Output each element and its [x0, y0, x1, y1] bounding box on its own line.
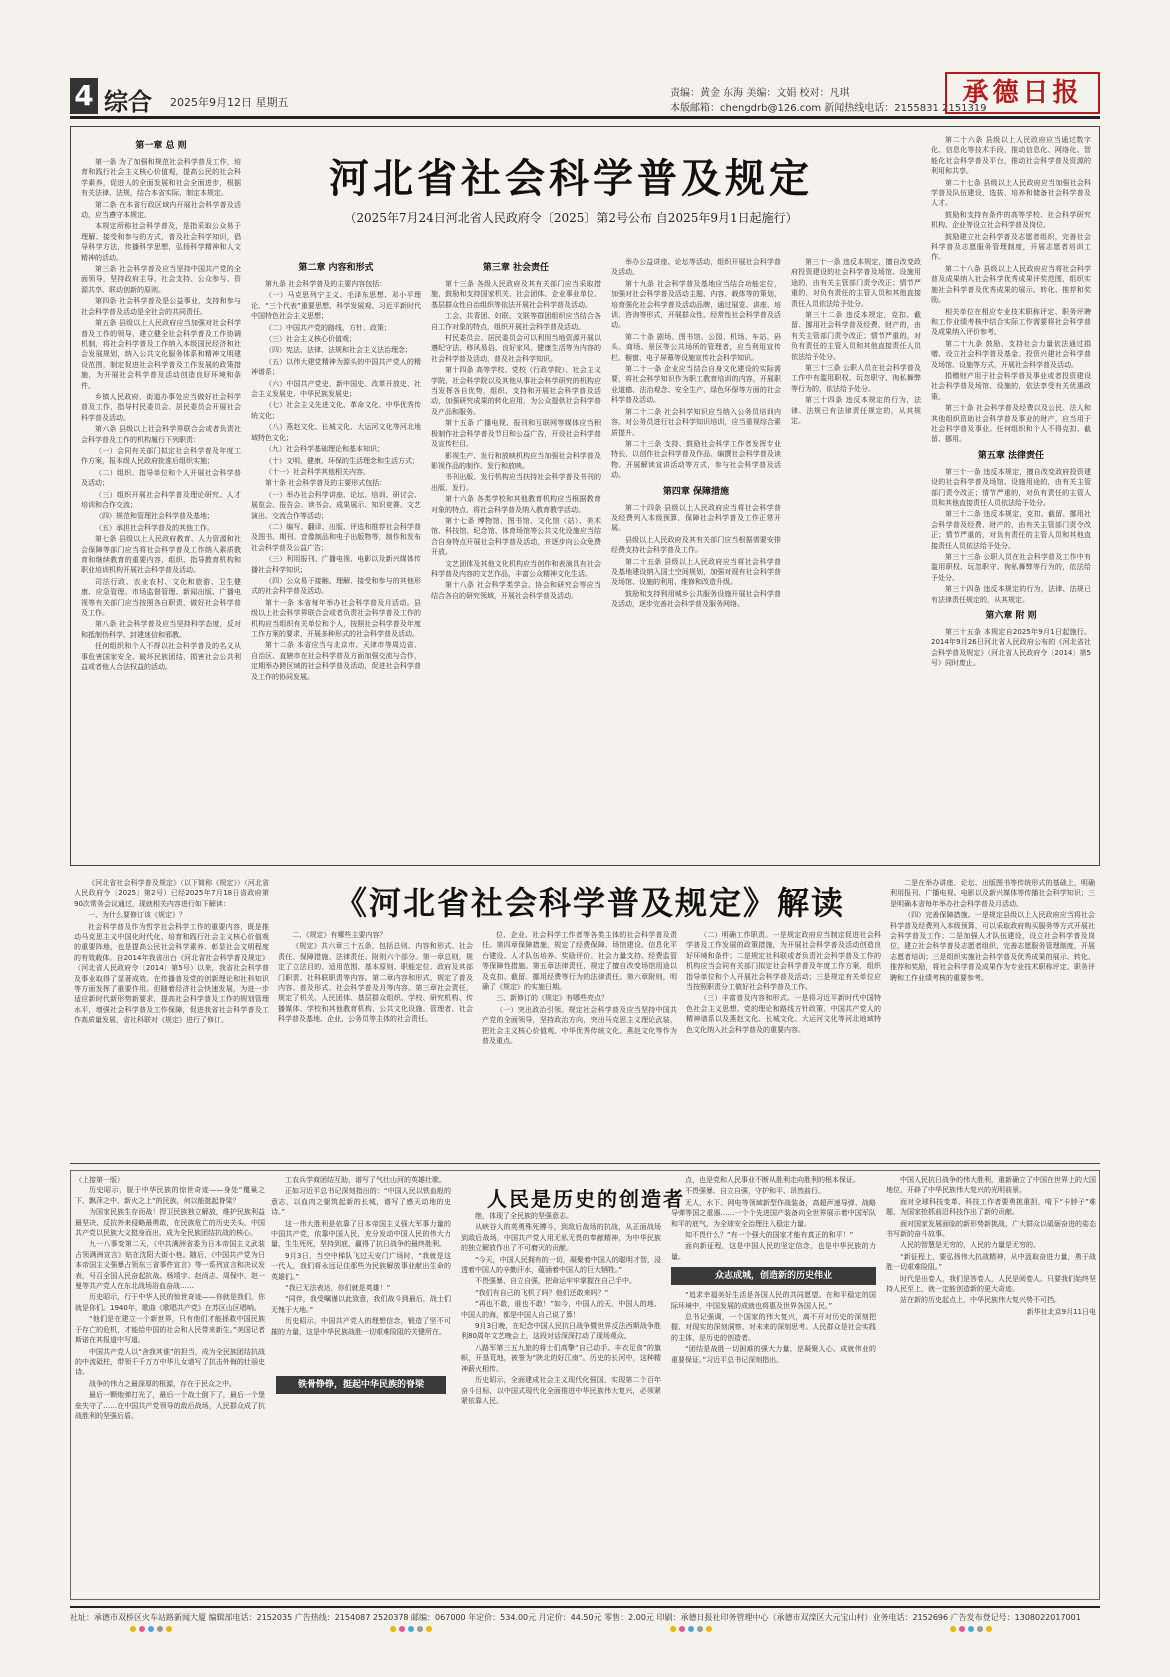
paragraph: 第三十一条 违反本规定，擅自改变政府投资建设的社会科学普及场馆、设施用途的，由有关主管部门责令改正；情节严重的，对负有责任的主管人员和其他直接责任人员依法给予处分。: [931, 467, 1091, 507]
paragraph: 司法行政、农业农村、文化和旅游、卫生健康、应急管理、市场监督管理、新闻出版、广播电视等有关部门应当按照各自职责，做好社会科学普及工作。: [81, 577, 241, 618]
column-text: [686, 930, 881, 1035]
paragraph: （三）丰富普及内容和形式。一是将习近平新时代中国特色社会主义思想、党的理论和路线方针政策、中国共产党人的精神谱系以及燕赵文化、长城文化、大运河文化等河北地域特色文化纳入社会科学普及的重要内容。: [686, 994, 881, 1034]
paragraph: （一）突出政治引领。规定社会科学普及应当坚持中国共产党的全面领导，坚持政治方向，突出马克思主义理论武装，把社会主义核心价值观、中华优秀传统文化、燕赵文化等作为普及重点。: [482, 1005, 677, 1046]
commentary-column-3: [461, 1211, 661, 1595]
paragraph: “今天，中国人民拥有的一切，凝聚着中国人的聪明才智，浸透着中国人的辛勤汗水，蕴涵着中国人的巨大牺牲。”: [461, 1255, 661, 1275]
paragraph: 面对全球科技变革、科技工作者要勇挑重担，啃下“卡脖子”难题，为国家抢抓前沿科技作出了新的贡献。: [886, 1197, 1096, 1217]
paragraph: 《规定》共六章三十五条，包括总则、内容和形式、社会责任、保障措施、法律责任、附则六个部分。第一章总则，规定了立法目的、适用范围、基本原则、职能定位、政府及其部门职责、社科联职责等内容。第二章内容和形式，规定了普及内容、普及形式、社会科学普及月等内容。第三章社会责任，规定了机关、人民团体、基层群众组织、学校、研究机构、传播媒体、学校和其他教育机构、公共文化设施、管理者、社会科学普及基地、企业、公务员等主体的社会责任。: [278, 942, 473, 1024]
newspaper-masthead-logo: 承德日报: [945, 72, 1100, 114]
paragraph: 人民的智慧是无穷的，人民的力量是无穷的。: [900, 1241, 1040, 1250]
paragraph: （二）中国共产党的路线、方针、政策；: [265, 323, 391, 332]
paragraph: 捐赠财产用于社会科学普及事业或者投资建设社会科学普及场馆、设施的，依法享受有关优惠政策。: [931, 371, 1091, 401]
subheading-bar: 众志成城，创造新的历史伟业: [671, 1267, 876, 1285]
paragraph: 第十三条 各级人民政府及其有关部门应当采取措施，鼓励和支持国家机关、社会团体、企业事业单位、基层群众性自治组织等依法开展社会科学普及活动。: [431, 280, 601, 309]
paragraph: 第二十五条 县级以上人民政府应当将社会科学普及基地建设纳入国土空间规划，加强对现有社会科学普及场馆、设施的利用、维修和改造升级。: [611, 557, 781, 587]
column-text: [81, 157, 241, 673]
paragraph: 第四条 社会科学普及是公益事业，支持和参与社会科学普及活动是全社会的共同责任。: [81, 297, 241, 316]
commentary-column-5: [886, 1175, 1096, 1595]
interpretation-title: 《河北省社会科学普及规定》解读: [334, 884, 845, 922]
commentary-title: 人民是历史的创造者: [487, 1187, 685, 1211]
paragraph: （六）中国共产党史、新中国史、改革开放史、社会主义发展史、中华民族发展史；: [251, 379, 421, 399]
column-text: [75, 1185, 265, 1421]
paragraph: （十）文明、健康、环保的生活理念和生活方式；: [265, 456, 419, 465]
paragraph: 第二十条 剧场、图书馆、公园、机场、车站、码头、商场、景区等公共场所的管理者，应当利用宣传栏、橱窗、电子屏幕等设施宣传社会科学知识。: [611, 332, 781, 362]
registration-dots: [390, 1626, 432, 1632]
column-text: [278, 930, 473, 1025]
column-text: [886, 1175, 1096, 1306]
paragraph: （二）组织、指导单位和个人开展社会科学普及活动；: [81, 468, 241, 488]
interpretation-article: [70, 874, 1100, 1164]
paragraph: 第二十三条 支持、鼓励社会科学工作者发挥专业特长，以创作社会科学普及作品、编撰社会科学普及读物、开展解读宣讲活动等方式，参与社会科学普及活动。: [611, 439, 781, 480]
paragraph: 举办公益讲座、论坛等活动，组织开展社会科学普及活动。: [611, 258, 781, 277]
paragraph: 第二十九条 鼓励、支持社会力量依法通过捐赠、设立社会科学普及基金、投资兴建社会科学普及场馆、设施等方式，开展社会科学普及活动。: [931, 339, 1091, 369]
paragraph: 第二十四条 县级以上人民政府应当将社会科学普及经费列入本级预算，保障社会科学普及工作正常开展。: [611, 503, 781, 533]
paragraph: （八）燕赵文化、长城文化、大运河文化等河北地域特色文化；: [251, 423, 421, 442]
paragraph: 第二十六条 县级以上人民政府应当通过数字化、信息化等技术手段，推动信息化、网络化、智能化社会科学普及平台，推动社会科学普及资源的利用和共享。: [931, 136, 1091, 176]
paragraph: 第三十五条 本规定自2025年9月1日起施行。2014年9月26日河北省人民政府公布的《河北省社会科学普及规定》（河北省人民政府令〔2014〕第5号）同时废止。: [931, 628, 1091, 668]
paragraph: 第十四条 高等学校、党校（行政学院）、社会主义学院、社会科学院以及其他从事社会科学研究的机构应当发挥各自优势，组织、支持和开展社会科学普及活动，加强研究成果的转化应用，为公众提供社会科学普及产品和服务。: [431, 366, 601, 416]
registration-dots: [130, 1626, 172, 1632]
paragraph: 第三十四条 违反本规定的行为，法律、法规已有法律责任规定的，从其规定。: [931, 585, 1091, 604]
paragraph: 站在新的历史起点上，中华民族伟大复兴势不可挡。: [900, 1296, 1061, 1305]
paragraph: 中国人民抗日战争的伟大胜利，重新确立了中国在世界上的大国地位，开辟了中华民族伟大复兴的光明前景。: [886, 1176, 1096, 1195]
paragraph: （十一）社会科学其他相关内容。: [265, 467, 370, 476]
paragraph: 第十八条 社会科学类学会、协会和研究会等应当结合各自的研究领域，开展社会科学普及活动。: [431, 581, 601, 600]
column-text: [931, 627, 1091, 669]
newspaper-page: [70, 64, 1100, 1641]
paragraph: （五）以伟大建党精神为源头的中国共产党人的精神谱系；: [251, 357, 421, 377]
paragraph: （二）编写、翻译、出版、评选和推荐社会科学普及图书、期刊、音像制品和电子出版物等，制作和发布社会科学普及公益广告；: [251, 522, 421, 552]
paragraph: 第五条 县级以上人民政府应当加强对社会科学普及工作的领导，建立健全社会科学普及工作协调机制，将社会科学普及工作纳入本级国民经济和社会发展规划，纳入公共文化服务体系和精神文明建设范围，制定促进社会科学普及工作发展的政策措施，为开展社会科学普及活动创造良好环境和条件。: [81, 319, 241, 390]
page-number: 4: [70, 78, 98, 114]
paragraph: （七）社会主义先进文化、革命文化、中华优秀传统文化；: [251, 401, 421, 420]
paragraph: （三）组织开展社会科学普及理论研究、人才培训和合作交流；: [81, 490, 241, 509]
chapter-heading: 第三章 社会责任: [482, 263, 550, 273]
interpretation-column-5: [890, 878, 1095, 1160]
chapter-heading: 第一章 总 则: [135, 141, 187, 151]
chapter-heading: 第六章 附 则: [985, 611, 1037, 622]
paragraph: （四）宪法、法律、法规和社会主义法治理念；: [265, 346, 412, 355]
paragraph: （五）承担社会科学普及的其他工作。: [95, 523, 214, 532]
paragraph: 历史昭示，全面建成社会主义现代化强国，实现第二个百年奋斗目标，以中国式现代化全面推进中华民族伟大复兴，必须紧紧依靠人民。: [461, 1376, 661, 1405]
interpretation-column-3: [482, 930, 677, 1160]
subheading-bar: 铁骨铮铮，挺起中华民族的脊梁: [276, 1376, 446, 1394]
paragraph: 9月3日晚，在纪念中国人民抗日战争暨世界反法西斯战争胜利80周年文艺晚会上，这段对话深深打动了现场观众。: [461, 1322, 661, 1341]
continued-note: （上接第一版）: [75, 1176, 124, 1184]
contact-info: 本版邮箱：chengdrb@126.com 新闻热线电话：2155831 2151319: [670, 103, 987, 114]
paragraph: 相关单位在相应专业技术职称评定、职务评聘和工作业绩考核中结合实际工作需要将社会科学普及成果纳入评价参考。: [931, 307, 1091, 337]
paragraph: 从峡谷人的英勇殊死搏斗，到敌后战场的抗战，从正面战场到敌后战场，中国共产党人用无私无畏的奉献精神，为中华民族的独立解放作出了不可磨灭的贡献。: [461, 1223, 661, 1253]
paragraph: “再也不敢，谁也不敢！”如今，中国人的天、中国人的地、中国人的海，都是中国人自己说了算！: [461, 1300, 661, 1319]
issue-date: 2025年9月12日 星期五: [170, 96, 289, 109]
paragraph: 鼓励和支持利用城乡公共服务设施开展社会科学普及活动，逐步完善社会科学普及服务网络。: [611, 589, 781, 609]
paragraph: 九一八事变第二天，《中共满洲省委为日本帝国主义武装占领满洲宣言》贴在沈阳大街小巷。随后，《中国共产党为日本帝国主义强暴占领东三省事件宣言》等一系列宣言和决议发表，号召全国人民奋起抗战。杨靖宇、赵尚志、周保中、赵一曼等共产党人在东北战场浴血奋战……: [75, 1240, 265, 1291]
page-footer: 社址：承德市双桥区火车站路新闻大厦 编辑部电话：2152035 广告热线：2154087 2520378 邮编：067000 年定价：534.00元 月定价：44.50元 零售：2.00元 印刷：承德日报社印务管理中心（承德市双滦区大元宝山村）业务电话：2152696 广告发布登记号：1308022017001: [70, 1606, 1100, 1623]
paragraph: （二）明确工作职责。一是规定政府应当制定促进社会科学普及工作发展的政策措施，为开展社会科学普及活动创造良好环境和条件；二是规定社科联或者负责社会科学普及工作的机构应当会同有关部门拟定社会科学普及年度工作方案，组织指导单位和个人开展社会科学普及活动；三是规定有关单位应当按照职责分工做好社会科学普及工作。: [686, 931, 881, 992]
paragraph: 正如习近平总书记深刻指出的：“中国人民以铁血般的意志，以血肉之躯筑起新的长城，谱写了感天动地的史诗。”: [271, 1187, 451, 1217]
paragraph: 第二十八条 县级以上人民政府应当将社会科学普及成果纳入社会科学优秀成果评奖范围，组织实施社会科学普及优秀成果的展示、转化、推荐和奖励。: [931, 264, 1091, 305]
paragraph: 为国家民族生存而战！捍卫民族独立解放，维护民族利益最坚决、反抗外来侵略最勇敢，在民族危亡的历史关头，中国共产党以民族大义挺身而出，成为全民族团结抗战的核心。: [75, 1208, 265, 1238]
section-title: 综合: [104, 88, 152, 116]
commentary-column-1: [75, 1175, 265, 1595]
paragraph: 面对国家发展面临的新形势新挑战，广大群众以砥砺奋进的姿态书写新的奋斗故事。: [886, 1219, 1096, 1239]
paragraph: 位、企业、社会科学工作者等各类主体的社会科学普及责任。第四章保障措施，规定了经费保障、场馆建设、信息化平台建设、人才队伍培养、奖励评价、社会力量支持、经费监管等保障性措施。第五章法律责任，规定了擅自改变场馆用途以及克扣、截留、挪用经费等行为的法律责任。第六章附则，明确了《规定》的实施日期。: [482, 931, 677, 992]
paragraph: 第三十二条 违反本规定，克扣、截留、挪用社会科学普及经费、财产的，由有关主管部门责令改正；情节严重的，对负有责任的主管人员和其他直接责任人员依法给予处分。: [931, 510, 1091, 550]
column-text: [931, 135, 1091, 445]
paragraph: 二是在举办讲座、论坛、出版图书等传统形式的基础上，明确利用报刊、广播电视、电影以及新兴媒体等传播社会科学知识；三是明确本省每年举办社会科学普及月活动。: [890, 879, 1095, 908]
column-text: [671, 1290, 876, 1365]
paragraph: 任何组织和个人不得以社会科学普及的名义从事危害国家安全、破坏民族团结、损害社会公共利益或者他人合法权益的活动。: [81, 642, 241, 672]
paragraph: “团结是战胜一切困难的强大力量，是凝聚人心、成就伟业的重要保证。”习近平总书记深刻指出。: [671, 1345, 876, 1364]
paragraph: 知不畏什么？“有一个强大的国家才能有真正的和平！”: [685, 1231, 854, 1240]
paragraph: 社会科学普及作为哲学社会科学工作的重要内容，既是推动马克思主义中国化时代化、培育和践行社会主义核心价值观的重要阵地，也是提高公民社会科学素养、彰显社会文明程度的有效载体。自2014年我省出台《河北省社会科学普及规定》（河北省人民政府令〔2014〕第5号）以来，我省社会科学普及事业取得了显著成效。在传播普及党的创新理论和社科知识等方面发挥了重要作用。但随着经济社会快速发展，为进一步适应新时代新形势新要求，提高社会科学普及工作的规划管理水平，增强社会科学普及工作保障，促进我省社会科学普及工作高质量发展，省社科联对《规定》进行了修订。: [74, 922, 269, 1025]
paragraph: 第一条 为了加强和规范社会科学普及工作，培育和践行社会主义核心价值观，提高公民的社会科学素养，促进人的全面发展和社会全面进步，根据有关法律、法规，结合本省实际，制定本规定。: [81, 158, 241, 198]
commentary-article: [70, 1170, 1100, 1600]
column-text: [791, 257, 921, 427]
paragraph: 第七条 县级以上人民政府教育、人力资源和社会保障等部门应当将社会科学普及工作纳入素质教育和继续教育的重要内容，组织、指导教育机构和职业培训机构开展社会科学普及活动。: [81, 535, 241, 575]
paragraph: 鼓励建立社会科学普及志愿者组织，完善社会科学普及志愿服务管理制度，开展志愿者培训工作。: [931, 232, 1091, 262]
paragraph: 八路军第三五九旅的将士们高擎“自己动手、丰衣足食”的旗帜，开垦荒地，被誉为“陕北的好江南”。历史的长河中，这种精神薪火相传。: [461, 1343, 661, 1373]
paragraph: 中国共产党人以“舍我其谁”的担当，成为全民族团结抗战的中流砥柱，带领千千万万中华儿女谱写了抗击外侮的壮丽史诗。: [75, 1347, 265, 1377]
paragraph: 村民委员会、居民委员会可以利用当地资源开展以遵纪守法、移风易俗、良好家风、健康生活等为内容的社会科学普及活动，普及社会科学知识。: [431, 334, 601, 363]
regulation-column-5: [931, 135, 1091, 855]
paragraph: 历史昭示，脱于中华民族的惊世奇迹——身处“覆巢之下、飘萍之中、新火之上”的民族，何以能挺起脊梁？: [75, 1186, 265, 1205]
commentary-column-4: [671, 1175, 876, 1595]
paragraph: 第三条 社会科学普及应当坚持中国共产党的全面领导，坚持政府主导、社会支持、公众参与、资源共享、联动创新的原则。: [81, 265, 241, 294]
paragraph: 第三十三条 公职人员在社会科学普及工作中有滥用职权、玩忽职守、徇私舞弊等行为的，依法给予处分。: [791, 364, 921, 393]
interpretation-column-2: [278, 930, 473, 1160]
paragraph: 面向新征程，这是中国人民的坚定信念，也是中华民族的力量。: [671, 1242, 876, 1261]
paragraph: 第六条 县级以上社会科学界联合会或者负责社会科学普及工作的机构履行下列职责：: [81, 425, 241, 444]
paragraph: 无人、水下、网电等领域新型作战装备，高超声速导弹、战略导弹等国之重器……一个个先进国产装备向全世界展示着中国军队和平的底气，为全球安全治理注入稳定力量。: [671, 1198, 876, 1228]
paragraph: “新征程上，要弘扬伟大抗战精神，从中汲取奋进力量，勇于战胜一切艰难险阻。”: [886, 1252, 1096, 1272]
regulation-column-3: [431, 257, 601, 857]
paragraph: 《河北省社会科学普及规定》（以下简称《规定》）（河北省人民政府令〔2025〕第2号）已经2025年7月18日省政府第90次常务会议通过，现就相关内容进行如下解读：: [74, 879, 269, 908]
paragraph: 总书记强调，一个国家的伟大复兴，离不开对历史的深刻把握、对现实的深刻洞察、对未来的深刻思考。人民群众是社会实践的主体，是历史的创造者。: [671, 1313, 876, 1342]
paragraph: 第十七条 博物馆、图书馆、文化馆（站）、美术馆、科技馆、纪念馆、体育场馆等公共文化设施应当结合自身特点开展社会科学普及活动，并逐步向公众免费开放。: [431, 516, 601, 557]
paragraph: “追求幸福美好生活是各国人民的共同愿望。在和平稳定的国际环境中，中国发展的成就也将惠及世界各国人民。”: [671, 1291, 876, 1310]
column-text: [931, 467, 1091, 605]
paragraph: 文艺团体及其他文化机构应当创作和表演具有社会科学普及内容的文艺作品，丰富公众精神文化生活。: [431, 559, 601, 578]
paragraph: （三）利用报刊、广播电视、电影以及新兴媒体传播社会科学知识；: [251, 555, 421, 574]
paragraph: 历史昭示，中国共产党人的理想信念，锻造了坚不可摧的力量，这是中华民族战胜一切艰难险阻的关键所在。: [271, 1317, 451, 1336]
paragraph: 第三十四条 违反本规定的行为，法律、法规已有法律责任规定的，从其规定。: [791, 396, 921, 426]
header-rule: [70, 116, 1100, 119]
column-text: [461, 1211, 661, 1406]
regulation-column-2: [251, 257, 421, 857]
regulation-column-4: [611, 257, 781, 857]
paragraph: 本规定所称社会科学普及，是指采取公众易于理解、接受和参与的方式，普及社会科学知识，倡导科学方法，传播科学思想，弘扬科学精神和人文精神的活动。: [81, 222, 241, 262]
paragraph: 第三十二条 违反本规定，克扣、截留、挪用社会科学普及经费、财产的，由有关主管部门责令改正；情节严重的，对负有责任的主管人员和其他直接责任人员依法给予处分。: [791, 311, 921, 361]
color-registration-marks: [70, 1626, 1100, 1638]
paragraph: 工会、共青团、妇联、文联等群团组织应当结合各自工作对象的特点，组织开展社会科学普及活动。: [431, 312, 601, 331]
paragraph: “同伴，我受嘱谨以此致意，我们战斗到最后，战士们无愧于大地。”: [271, 1295, 451, 1314]
registration-dots: [950, 1626, 992, 1632]
paragraph: 战争的伟力之最深厚的根源，存在于民众之中。: [89, 1379, 236, 1388]
paragraph: 最后一颗炮弹打光了，最后一个战士倒下了，最后一个堡垒失守了……在中国共产党领导的敌后战场，人民群众成了抗战胜利的坚强后盾。: [75, 1391, 265, 1420]
paragraph: 历史昭示，行于中华人民的惊世奇迹——你就是我们，你就是你们。1940年，歌曲《歌唱共产党》在苏区山区唱响。: [75, 1293, 265, 1312]
paragraph: 时代是出卷人，我们是答卷人，人民是阅卷人。只要我们始终坚持人民至上，就一定能创造新的更大奇迹。: [886, 1274, 1096, 1294]
page-header: [70, 64, 1100, 114]
paragraph: 第十九条 社会科学普及基地应当结合功能定位，加强对社会科学普及活动主题、内容、载体等的策划，培育强化社会科学普及活动品牌，通过展览、讲座、培训、咨询等形式，开展群众性、经常性社会科学普及活动。: [611, 279, 781, 330]
paragraph: 乡镇人民政府、街道办事处应当做好社会科学普及工作，指导村民委员会、居民委员会开展社会科学普及活动。: [81, 392, 241, 422]
paragraph: （三）社会主义核心价值观；: [265, 335, 356, 344]
chapter-heading: 第二章 内容和形式: [298, 263, 374, 273]
paragraph: 第九条 社会科学普及的主要内容包括：: [265, 280, 387, 288]
regulation-subtitle: （2025年7月24日河北省人民政府令〔2025〕第2号公布 自2025年9月1日起施行）: [344, 211, 798, 225]
paragraph: 第八条 社会科学普及应当坚持科学态度，反对和抵制伪科学、封建迷信和邪教。: [81, 620, 241, 639]
column-text: [431, 279, 601, 601]
paragraph: 9月3日，当空中梯队飞过天安门广场时，“我就是这一代人，我们将永远记住那些为民族解放事业献出生命的英雄们。”: [271, 1251, 451, 1281]
paragraph: 这一伟大胜利是依靠了日本帝国主义强大军事力量的中国共产党，依靠中国人民，充分发动中国人民的伟大力量，生生死死，坚持到底，赢得了抗日战争的最终胜利。: [271, 1219, 451, 1249]
paragraph: 第十一条 本省每年举办社会科学普及月活动。县级以上社会科学界联合会或者负责社会科学普及工作的机构应当组织有关单位和个人，按照社会科学普及年度工作方案的要求，开展多种形式的社会科学普及活动。: [251, 598, 421, 638]
column-text: [671, 1175, 876, 1262]
paragraph: 第三十条 社会科学普及经费以及公民、法人和其他组织资助社会科学普及事业的财产，应当用于社会科学普及事业。任何组织和个人不得克扣、截留、挪用。: [931, 404, 1091, 444]
paragraph: 一、为什么要修订该《规定》？: [88, 911, 186, 920]
column-text: [271, 1175, 451, 1337]
interpretation-column-1: [74, 878, 269, 1160]
paragraph: “他们是在建立一个新世界，只有他们才能拯救中国民族于存亡的危机，才能给中国的社会和人民带来新生。”美国记者斯诺在其报道中写道。: [75, 1315, 265, 1345]
paragraph: 不畏强暴、自立自强，把命运牢牢掌握在自己手中。: [475, 1277, 636, 1286]
paragraph: 点，也是党和人民事业不断从胜利走向胜利的根本保证。: [685, 1176, 860, 1184]
column-text: [251, 279, 421, 682]
paragraph: （四）完善保障措施。一是规定县级以上人民政府应当将社会科学普及经费列入本级预算，可以采取政府购买服务等方式开展社会科学普及工作；二是加强人才队伍建设，设立社会科学普及岗位，建立社会科学普及志愿者组织，完善志愿服务管理制度，开展志愿者培训；三是组织实施社会科学普及优秀成果的展示、转化、推荐和奖励，将社会科学普及成果作为专业技术职称评定、职务评聘和工作业绩考核的重要参考。: [890, 911, 1095, 982]
paragraph: 二、《规定》有哪些主要内容？: [292, 931, 387, 939]
paragraph: 第十条 社会科学普及的主要形式包括：: [265, 479, 387, 488]
paragraph: 影视生产、发行和放映机构应当加强社会科学普及影视作品的制作、发行和放映。: [431, 451, 601, 470]
paragraph: 第十二条 本省应当与北京市、天津市等周边省、自治区、直辖市在社会科学普及方面加强交流与合作，定期举办跨区域的社会科学普及活动，促进社会科学普及工作的协同发展。: [251, 641, 421, 681]
column-text: [482, 930, 677, 1046]
interpretation-column-4: [686, 930, 881, 1160]
paragraph: 第十五条 广播电视、报刊和互联网等媒体应当积极制作社会科学普及节目和公益广告，开设社会科学普及宣传栏目。: [431, 419, 601, 449]
paragraph: 第二十七条 县级以上人民政府应当加强社会科学普及队伍建设，选拔、培养和储备社会科学普及人才。: [931, 178, 1091, 208]
paragraph: 鼓励和支持有条件的高等学校、社会科学研究机构、企业等设立社会科学普及岗位。: [931, 210, 1091, 230]
dateline: 新华社北京9月11日电: [1026, 1307, 1096, 1316]
column-text: [611, 503, 781, 610]
regulation-column-1: [81, 135, 241, 855]
paragraph: （一）会同有关部门拟定社会科学普及年度工作方案，报本级人民政府批准后组织实施；: [81, 446, 241, 466]
column-text: [74, 878, 269, 1026]
column-text: [890, 878, 1095, 983]
paragraph: 第三十一条 违反本规定，擅自改变政府投资建设的社会科学普及场馆、设施用途的，由有关主管部门责令改正；情节严重的，对负有责任的主管人员和其他直接责任人员依法给予处分。: [791, 258, 921, 308]
chapter-heading: 第四章 保障措施: [662, 486, 730, 497]
paragraph: （四）公众易于接触、理解、接受和参与的其他形式的社会科学普及活动。: [251, 576, 421, 596]
paragraph: 第二条 在本省行政区域内开展社会科学普及活动，应当遵守本规定。: [81, 200, 241, 220]
paragraph: 绝，体现了全民族的坚强意志。: [475, 1212, 573, 1220]
paragraph: 第二十一条 企业应当结合自身文化建设的实际需要，将社会科学知识作为职工教育培训的内容，开展职业道德、法治观念、安全生产、绿色环保等方面的社会科学普及活动。: [611, 365, 781, 405]
chapter-heading: 第五章 法律责任: [977, 450, 1045, 461]
paragraph: 第十六条 各类学校和其他教育机构应当根据教育对象的特点，将社会科学普及纳入教育教学活动。: [431, 495, 601, 514]
regulation-article: [70, 126, 1100, 866]
paragraph: “我已无法表达，你们就是英雄！”: [285, 1284, 391, 1293]
paragraph: （一）举办社会科学讲座、论坛、培训、研讨会、展览会、报告会、读书会、成果展示、知识竞赛、文艺演出、交流合作等活动；: [251, 490, 421, 520]
paragraph: （九）社会科学基础理论和基本知识；: [265, 445, 384, 454]
paragraph: 县级以上人民政府及其有关部门应当根据需要安排经费支持社会科学普及工作。: [611, 535, 781, 555]
registration-dots: [670, 1626, 712, 1632]
column-text: [611, 257, 781, 481]
editor-credits: 责编：黄金 东海 美编：文娟 校对：凡琪: [670, 88, 850, 99]
paragraph: 不畏强暴、自立自强，守护和平、昂然前行。: [685, 1187, 825, 1196]
paragraph: 第三十三条 公职人员在社会科学普及工作中有滥用职权、玩忽职守、徇私舞弊等行为的，依法给予处分。: [931, 553, 1091, 582]
paragraph: 工农兵学商团结互助，谱写了气壮山河的英雄壮歌。: [285, 1176, 446, 1184]
paragraph: 第二十二条 社会科学知识应当纳入公务员培训内容。对公务员进行社会科学知识培训，应当重视综合素质提升。: [611, 407, 781, 437]
paragraph: （四）规范和管理社会科学普及基地；: [95, 512, 214, 521]
paragraph: （一）马克思列宁主义、毛泽东思想、邓小平理论、“三个代表”重要思想、科学发展观、习近平新时代中国特色社会主义思想；: [251, 291, 421, 321]
paragraph: 书刊出版、发行机构应当扶持社会科学普及书刊的出版、发行。: [431, 473, 601, 492]
paragraph: 三、新修订的《规定》有哪些亮点？: [496, 994, 608, 1003]
paragraph: “我们有自己的飞机了吗？他们还敢来吗？”: [475, 1288, 609, 1297]
regulation-title: 河北省社会科学普及规定: [329, 156, 813, 202]
regulation-column-4-cont: [791, 257, 921, 857]
